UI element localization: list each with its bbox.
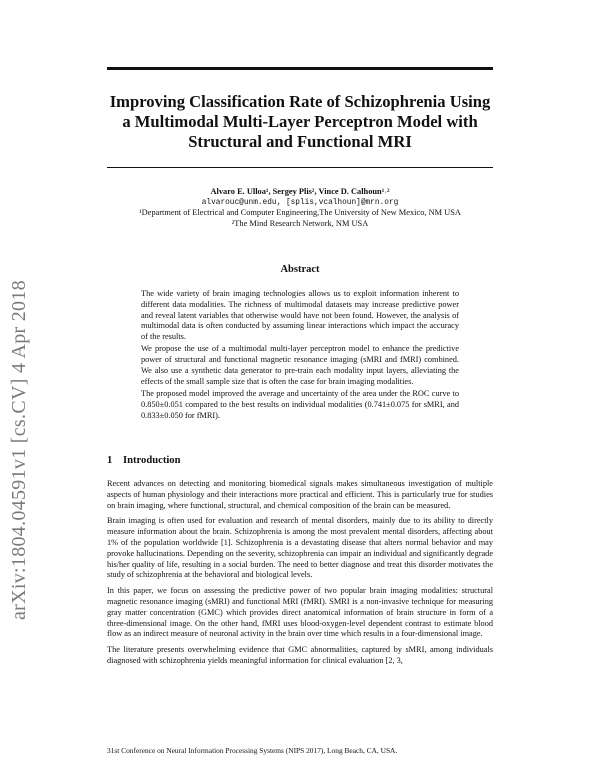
introduction-paragraph: Brain imaging is often used for evaluation and research of mental disorders, mainly due to its ability to directly measure information about the brain. Schizophrenia is among the most prevalent mental disorders, affecting about 1% of the population worldwide [1]. Schizophrenia is a devastating disease that alters normal behavior and may provoke hallucinations. Depending on the severity, schizophrenia can impair an individual and significantly degrade his/her quality of life, resulting in a social burden. The need to better diagnose and treat this disorder motivates the study of schizophrenia at the behavioral and biological levels.: [107, 516, 493, 580]
introduction-paragraph: Recent advances on detecting and monitoring biomedical signals makes simultaneous investigation of multiple aspects of human physiology and their interactions more practical and efficient. This is particularly true for studies on brain imaging, where functional, structural, and chemical composition of the brain can be measured.: [107, 479, 493, 510]
section-heading-introduction: [107, 455, 493, 466]
introduction-paragraph: In this paper, we focus on assessing the predictive power of two popular brain imaging modalities: structural magnetic resonance imaging (sMRI) and functional MRI (fMRI). SMRI is a non-invasive technique for measuring gray matter concentration (GMC) which provides direct anatomical information of brain structure in form of a three-dimensional image. On the other hand, fMRI uses blood-oxygen-level dependent contrast to estimate blood flow as an indirect measure of neuronal activity in the brain over time which results in a four-dimensional image.: [107, 586, 493, 639]
abstract-paragraph: We propose the use of a multimodal multi-layer perceptron model to enhance the predictive power of structural and functional magnetic resonance imaging (sMRI and fMRI) combined. We also use a synthetic data generator to pre-train each modality input layers, alleviating the effects of the small sample size that is often the case for brain imaging modalities.: [141, 344, 459, 386]
author-block: [100, 187, 500, 229]
introduction-body: [107, 479, 493, 672]
title-line: a Multimodal Multi-Layer Perceptron Model with: [122, 112, 478, 131]
title-bottom-rule: [107, 167, 493, 168]
title-top-rule: [107, 67, 493, 70]
section-title: Introduction: [123, 455, 181, 466]
title-line: Improving Classification Rate of Schizophrenia Using: [109, 92, 491, 111]
title-line: Structural and Functional MRI: [188, 132, 412, 151]
abstract-body: [141, 289, 459, 423]
conference-footer: 31st Conference on Neural Information Processing Systems (NIPS 2017), Long Beach, CA, USA.: [107, 746, 398, 755]
abstract-heading: Abstract: [280, 264, 320, 275]
abstract-paragraph: The wide variety of brain imaging technologies allows us to exploit information inherent to different data modalities. The richness of multimodal datasets may increase predictive power and reveal latent variables that otherwise would have not been found. However, the analysis of multimodal data is often conducted by assuming linear interactions which impact the accuracy of the results.: [141, 289, 459, 342]
section-number: 1: [107, 455, 113, 466]
paper-title: [100, 92, 500, 152]
author-names: Alvaro E. Ulloa¹, Sergey Plis², Vince D. Calhoun¹˒²: [210, 187, 390, 196]
author-emails: alvarouc@unm.edu, [splis,vcalhoun]@mrn.org: [201, 198, 399, 207]
introduction-paragraph: The literature presents overwhelming evidence that GMC abnormalities, captured by sMRI, among individuals diagnosed with schizophrenia yields meaningful information for clinical evaluation [2, 3,: [107, 645, 493, 665]
abstract-paragraph: The proposed model improved the average and uncertainty of the area under the ROC curve to 0.850±0.051 compared to the best results on individual modalities (0.741±0.075 for sMRI, and 0.833±0.050 for fMRI).: [141, 389, 459, 420]
affiliation-2: ²The Mind Research Network, NM USA: [231, 218, 369, 228]
arxiv-identifier-stamp: arXiv:1804.04591v1 [cs.CV] 4 Apr 2018: [8, 280, 30, 620]
affiliation-1: ¹Department of Electrical and Computer Engineering,The University of New Mexico, NM USA: [139, 208, 461, 217]
